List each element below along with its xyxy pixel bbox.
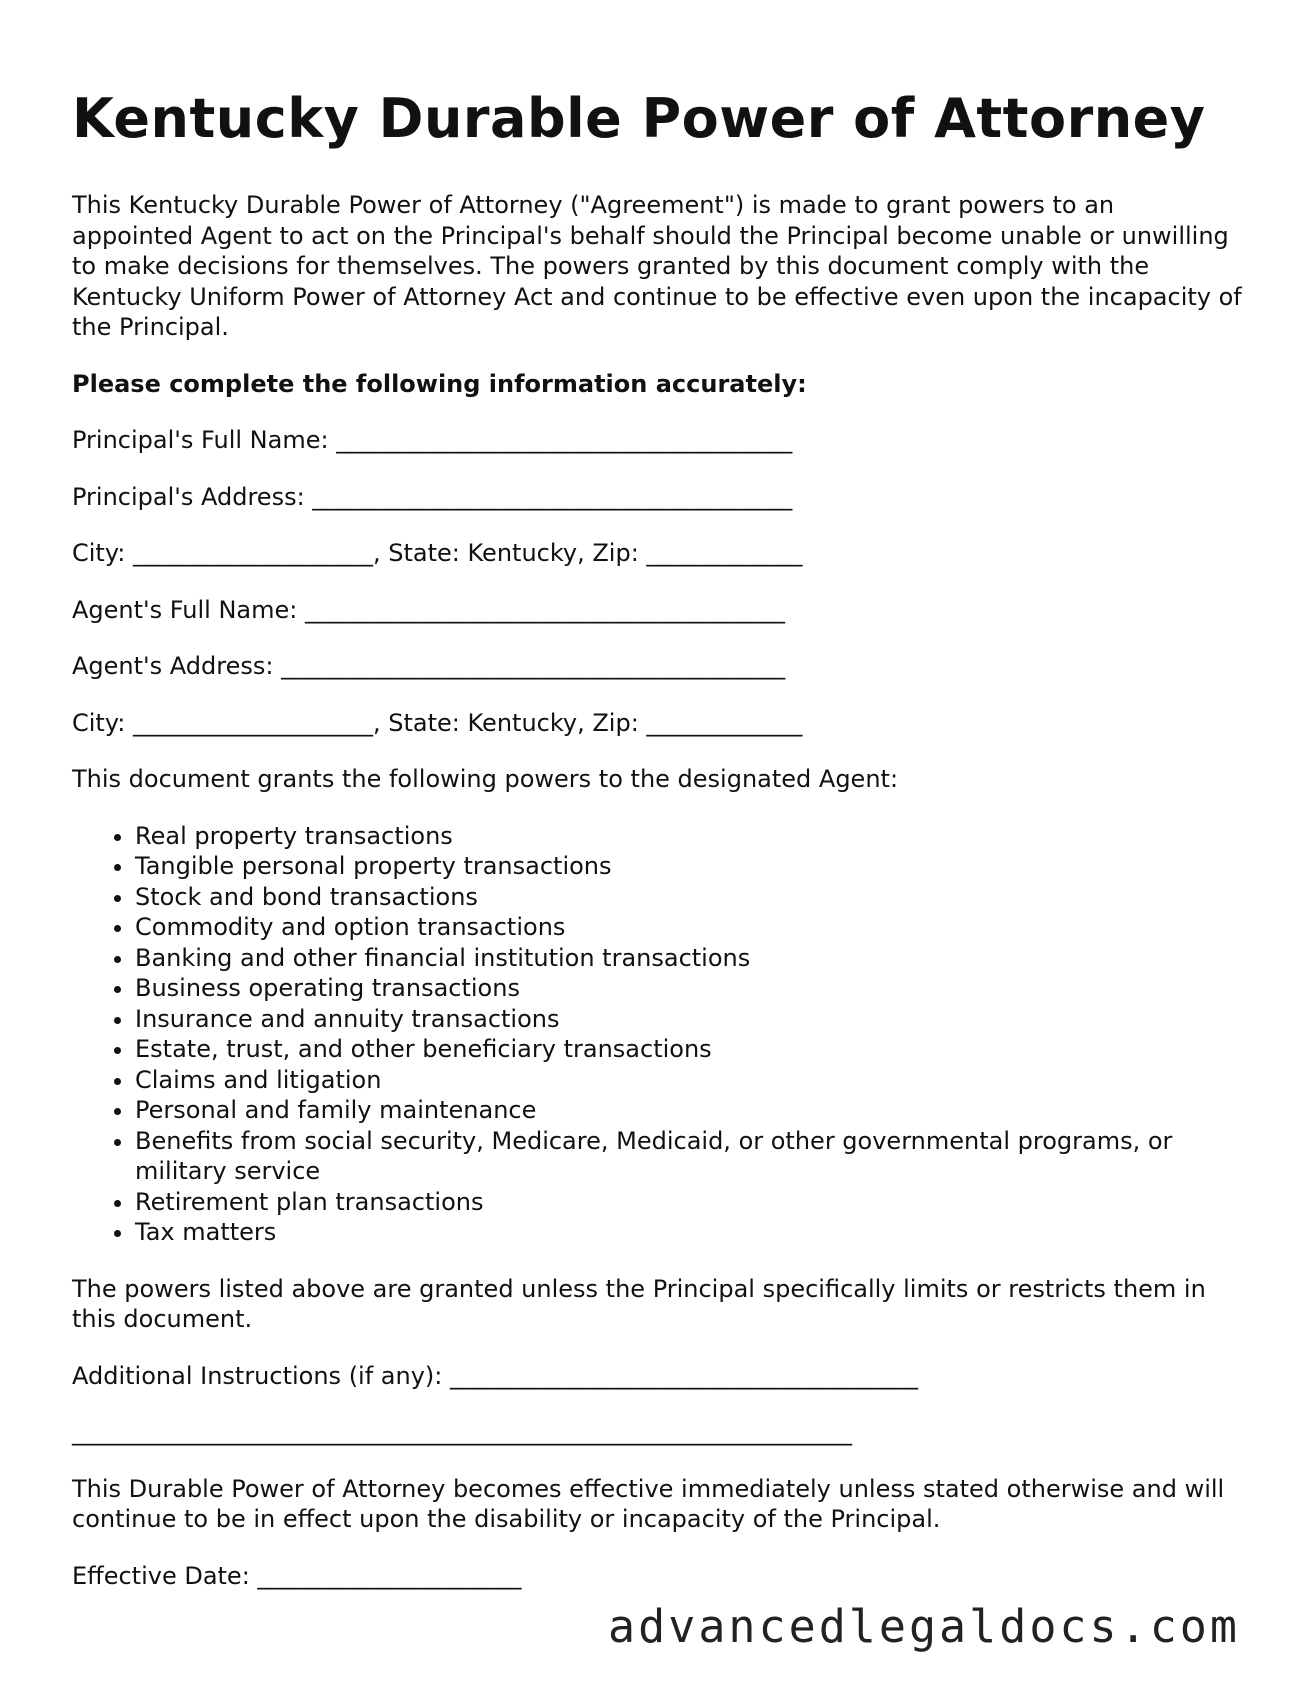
power-item: • Commodity and option transactions — [135, 912, 1242, 943]
principal-city-state-zip-field[interactable]: City: ____________________, State: Kentucky, Zip: _____________ — [72, 539, 803, 568]
principal-name-field[interactable]: Principal's Full Name: ______________________________________ — [72, 426, 793, 455]
power-item: • Estate, trust, and other beneficiary transactions — [135, 1034, 1242, 1065]
principal-address-field[interactable]: Principal's Address: ________________________________________ — [72, 482, 793, 511]
powers-list — [72, 821, 1242, 1248]
document-title: Kentucky Durable Power of Attorney — [72, 87, 1206, 150]
power-item: • Insurance and annuity transactions — [135, 1004, 1242, 1035]
power-item: • Business operating transactions — [135, 973, 1242, 1004]
powers-intro: This document grants the following powers to the designated Agent: — [72, 765, 899, 794]
power-item: • Retirement plan transactions — [135, 1187, 1242, 1218]
power-item: • Tax matters — [135, 1217, 1242, 1248]
power-item: • Personal and family maintenance — [135, 1095, 1242, 1126]
additional-instructions-line[interactable]: _________________________________________________________________ — [72, 1418, 852, 1447]
effective-date-field[interactable]: Effective Date: ______________________ — [72, 1561, 522, 1590]
power-item: • Tangible personal property transactions — [135, 851, 1242, 882]
power-item: • Stock and bond transactions — [135, 882, 1242, 913]
instruction-heading: Please complete the following information accurately: — [72, 369, 807, 398]
power-item: • Banking and other financial institution transactions — [135, 943, 1242, 974]
power-item: • Real property transactions — [135, 821, 1242, 852]
powers-note: The powers listed above are granted unless the Principal specifically limits or restricts them in this document. — [72, 1274, 1206, 1334]
power-item: • Claims and litigation — [135, 1065, 1242, 1096]
agent-address-field[interactable]: Agent's Address: __________________________________________ — [72, 652, 786, 681]
power-item: • Benefits from social security, Medicare, Medicaid, or other governmental programs, or military service — [135, 1126, 1242, 1187]
agent-city-state-zip-field[interactable]: City: ____________________, State: Kentucky, Zip: _____________ — [72, 708, 803, 737]
effective-statement: This Durable Power of Attorney becomes effective immediately unless stated otherwise and will continue to be in effect upon the disability or incapacity of the Principal. — [72, 1474, 1225, 1534]
intro-paragraph: This Kentucky Durable Power of Attorney ("Agreement") is made to grant powers to an appointed Agent to act on the Principal's behalf should the Principal become unable or unwilling to make decisions for themselves. The powers granted by this document comply with the Kentucky Uniform Power of Attorney Act and continue to be effective even upon the incapacity of the Principal. — [72, 191, 1242, 342]
agent-name-field[interactable]: Agent's Full Name: ________________________________________ — [72, 595, 785, 624]
document-page — [72, 88, 1242, 1617]
watermark: advancedlegaldocs.com — [608, 1600, 1240, 1653]
additional-instructions-field[interactable]: Additional Instructions (if any): _______________________________________ — [72, 1361, 918, 1390]
